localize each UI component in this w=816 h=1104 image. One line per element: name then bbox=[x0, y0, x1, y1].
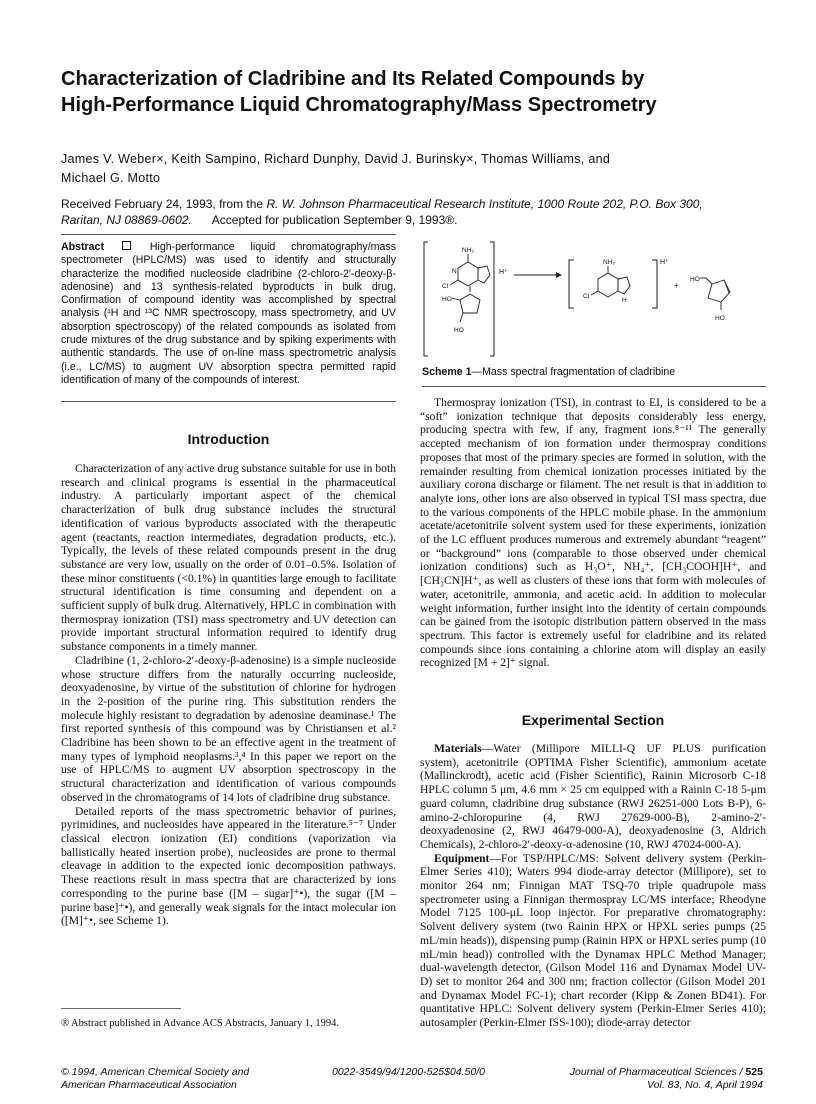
received-info bbox=[61, 196, 771, 228]
nh2-label: NH₂ bbox=[462, 247, 474, 254]
abstract bbox=[61, 241, 396, 387]
intro-paragraph-1: Characterization of any active drug substance suitable for use in both research and clinical programs is essential in the pharmaceutical industry. A particularly important aspect of the chemical characterization of bulk drug substance includes the structural identification of various byproducts associated with the therapeutic agent (reactants, reaction intermediates, degradation products, etc.). Typically, the levels of these related compounds present in the drug substance are very low, usually on the order of 0.01–0.5%. Isolation of these minor constituents (<0.1%) in quantities large enough to facilitate structural identification is time consuming and dependent on a sufficient supply of bulk drug. Alternatively, HPLC in combination with thermospray ionization (TSI) mass spectrometry and UV detection can provide important structural information required to identify drug substance components in a timely manner. bbox=[61, 462, 396, 654]
materials-label: Materials bbox=[434, 742, 482, 755]
experimental-body bbox=[420, 742, 766, 1030]
equipment-label: Equipment bbox=[434, 851, 490, 865]
abstract-label: Abstract bbox=[61, 241, 104, 253]
author-list bbox=[61, 150, 761, 188]
copyright-line-1: © 1994, American Chemical Society and bbox=[61, 1066, 250, 1078]
abstract-top-rule bbox=[61, 234, 396, 235]
intro-paragraph-2: Cladribine (1, 2-chloro-2′-deoxy-β-adenosine) is a simple nucleoside whose structure differs from the naturally occurring nucleoside, deoxyadenosine, by virtue of the substitution of chlorine for hydrogen in the 2-position of the purine ring. This substitution renders the molecule highly resistant to degradation by adenosine deaminase.¹ The first reported synthesis of this compound was by Christiansen et al.² Cladribine has been shown to be an effective agent in the treatment of many types of lymphoid neoplasms.³,⁴ In this paper we report on the use of HPLC/MS to augment UV absorption spectroscopy in the structural characterization and identification of various compounds observed in the chromatograms of 14 lots of cladribine drug substance. bbox=[61, 653, 396, 804]
ho-bottom-label: HO bbox=[454, 327, 464, 334]
left-bracket-close bbox=[490, 242, 494, 356]
equipment-paragraph bbox=[420, 852, 766, 1030]
materials-text: —Water (Millipore MILLI-Q UF PLUS purification system), acetonitrile (OPTIMA Fisher Scientific), ammonium acetate (Mallinckrodt), acetic acid (Fisher Scientific), Rainin Microsorb C-18 HPLC column 5 μm, 4.6 mm × 25 cm equipped with a Rainin C-18 5-μm guard column, cladribine drug substance (RWJ 26251-000 Lots B-P), 6-amino-2-chloropurine (4, RWJ 27629-000-B), 2-amino-2′-deoxyadenosine (2, RWJ 46479-000-A), deoxyadenosine (3, Aldrich Chemicals), 2-chloro-2′-deoxy-α-adenosine (10, RWJ 47024-000-A). bbox=[420, 742, 766, 851]
copyright-footer bbox=[61, 1066, 321, 1092]
title-line-1: Characterization of Cladribine and Its Related Compounds by bbox=[61, 68, 645, 90]
volume-info: Vol. 83, No. 4, April 1994 bbox=[647, 1079, 763, 1091]
accepted-date: Accepted for publication September 9, 1993®. bbox=[211, 213, 458, 227]
hplus-label-1: H⁺ bbox=[499, 269, 508, 276]
introduction-heading: Introduction bbox=[187, 431, 270, 447]
cl-label: Cl bbox=[442, 283, 449, 290]
scheme-bottom-rule bbox=[422, 386, 766, 387]
copyright-line-2: American Pharmaceutical Association bbox=[61, 1079, 237, 1091]
right-paragraph-1: Thermospray ionization (TSI), in contrast to EI, is considered to be a “soft” ionization technique that deposits considerably less energy, producing spectra with few, if any, fragment ions.⁸⁻¹¹ The generally accepted mechanism of ion formation under thermospray conditions proposes that most of the primary species are formed in solution, with the remainder resulting from chemical ionization processes initiated by the auxiliary corona discharge or filament. The net result is that in addition to analyte ions, other ions are also observed in typical TSI mass spectra, due to the various components of the HPLC mobile phase. In the ammonium acetate/acetonitrile solvent system used for these experiments, ionization of the LC effluent produces numerous and extremely abundant “reagent” or “background” ions (comparable to those observed under chemical ionization conditions) such as H₃O⁺, NH₄⁺, [CH₃COOH]H⁺, and [CH₃CN]H⁺, as well as clusters of these ions that form with molecules of water, acetonitrile, ammonia, and acetic acid. In addition to molecular weight information, further insight into the identity of certain compounds can be gained from the isotopic distribution pattern observed in the mass spectrum. This factor is extremely useful for cladribine and its related compounds since ions containing a chlorine atom will display an easily recognized [M + 2]⁺ signal. bbox=[420, 396, 766, 670]
n-label: N bbox=[452, 268, 457, 275]
issn-code: 0022-3549/94/1200-525$04.50/0 bbox=[332, 1066, 485, 1078]
ho-label-3: HO bbox=[715, 315, 725, 322]
middle-bracket-open bbox=[569, 260, 574, 308]
journal-footer bbox=[555, 1066, 763, 1092]
chloroadenine-structure bbox=[591, 266, 630, 297]
ho-label-2: HO bbox=[690, 276, 700, 283]
hplus-label-2: H⁺ bbox=[660, 259, 669, 266]
footnote-rule bbox=[61, 1008, 181, 1009]
title-line-2: High-Performance Liquid Chromatography/Mass Spectrometry bbox=[61, 94, 657, 116]
abstract-box-icon bbox=[122, 241, 131, 250]
footnote: ® Abstract published in Advance ACS Abstracts, January 1, 1994. bbox=[61, 1018, 340, 1029]
middle-bracket-close bbox=[652, 260, 657, 308]
scheme-caption-text: —Mass spectral fragmentation of cladribine bbox=[471, 366, 676, 378]
ho-label: HO bbox=[442, 296, 452, 303]
authors-line-1: James V. Weber×, Keith Sampino, Richard Dunphy, David J. Burinsky×, Thomas Williams, and bbox=[61, 152, 611, 166]
scheme-1-figure bbox=[422, 240, 766, 358]
sugar-fragment-structure bbox=[700, 278, 730, 310]
h-label: H bbox=[622, 297, 627, 304]
authors-line-2: Michael G. Motto bbox=[61, 171, 161, 185]
received-prefix: Received February 24, 1993, from the bbox=[61, 197, 267, 211]
equipment-text: —For TSP/HPLC/MS: Solvent delivery system (Perkin-Elmer Series 410); Waters 994 diode-array detector (Millipore), set to monitor 264 nm; Finnigan MAT TSQ-70 triple quadrupole mass spectrometer using a Finnigan thermospray LC/MS interface; Rheodyne Model 7125 100-μL loop injector. For preparative chromatography: Solvent delivery system (two Rainin HPX or HPXL series pumps (25 mL/min heads)), dispensing pump (Rainin HPX or HPXL series pump (10 mL/min head)) controlled with the Dynamax HPLC Method Manager; dual-wavelength detector, (Gilson Model 116 and Dynamax Model UV-D) set to monitor 264 and 300 nm; fraction collector (Gilson Model 201 and Dynamax Model FC-1); chart recorder (Kipp & Zonen BD41). For quantitative HPLC: Solvent delivery system (Perkin-Elmer Series 410); autosampler (Perkin-Elmer ISS-100); diode-array detector bbox=[420, 851, 766, 1030]
article-title bbox=[61, 66, 761, 118]
affiliation: R. W. Johnson Pharmaceutical Research Institute, 1000 Route 202, P.O. Box 300, bbox=[266, 197, 703, 211]
intro-paragraph-3: Detailed reports of the mass spectrometric behavior of purines, pyrimidines, and nucleosides have appeared in the literature.⁵⁻⁷ Under classical electron ionization (EI) conditions (vaporization via ballistically heated insertion probe), nucleosides are prone to thermal cleavage in addition to the expected ionic decomposition pathways. These reactions result in mass spectra that are characterized by ions corresponding to the purine base ([M – sugar]⁺•), the sugar ([M – purine base]⁺•), and generally weak signals for the intact molecular ion ([M]⁺•, see Scheme 1). bbox=[61, 804, 396, 928]
right-column-intro bbox=[420, 396, 766, 670]
introduction-body bbox=[61, 462, 396, 928]
plus-sign: + bbox=[674, 281, 679, 290]
cl-label-2: Cl bbox=[583, 293, 590, 300]
materials-paragraph bbox=[420, 742, 766, 852]
page-number: 525 bbox=[745, 1066, 763, 1078]
nh2-label-2: NH₂ bbox=[603, 259, 615, 266]
cladribine-structure bbox=[450, 254, 490, 322]
arrow-head-icon bbox=[556, 272, 562, 278]
abstract-bottom-rule bbox=[61, 401, 396, 402]
scheme-caption-label: Scheme 1 bbox=[422, 366, 472, 378]
abstract-text: High-performance liquid chromatography/mass spectrometer (HPLC/MS) was used to identify and structurally characterize the modified nucleoside cladribine (2-chloro-2′-deoxy-β-adenosine) and 13 synthesis-related byproducts in bulk drug. Confirmation of compound identity was accomplished by spectral analysis (¹H and ¹³C NMR spectroscopy, mass spectrometry, and UV absorption spectroscopy) of the related compounds as isolated from crude mixtures of the drug substance and by spiking experiments with authentic standards. The use of on-line mass spectrometric analysis (i.e., LC/MS) to augment UV absorption spectra permitted rapid identification of many of the compounds of interest. bbox=[61, 241, 396, 386]
address: Raritan, NJ 08869-0602. bbox=[61, 213, 192, 227]
journal-name: Journal of Pharmaceutical Sciences / bbox=[569, 1066, 746, 1078]
left-bracket-open bbox=[424, 242, 428, 356]
scheme-caption bbox=[422, 366, 766, 378]
experimental-heading: Experimental Section bbox=[521, 712, 665, 728]
